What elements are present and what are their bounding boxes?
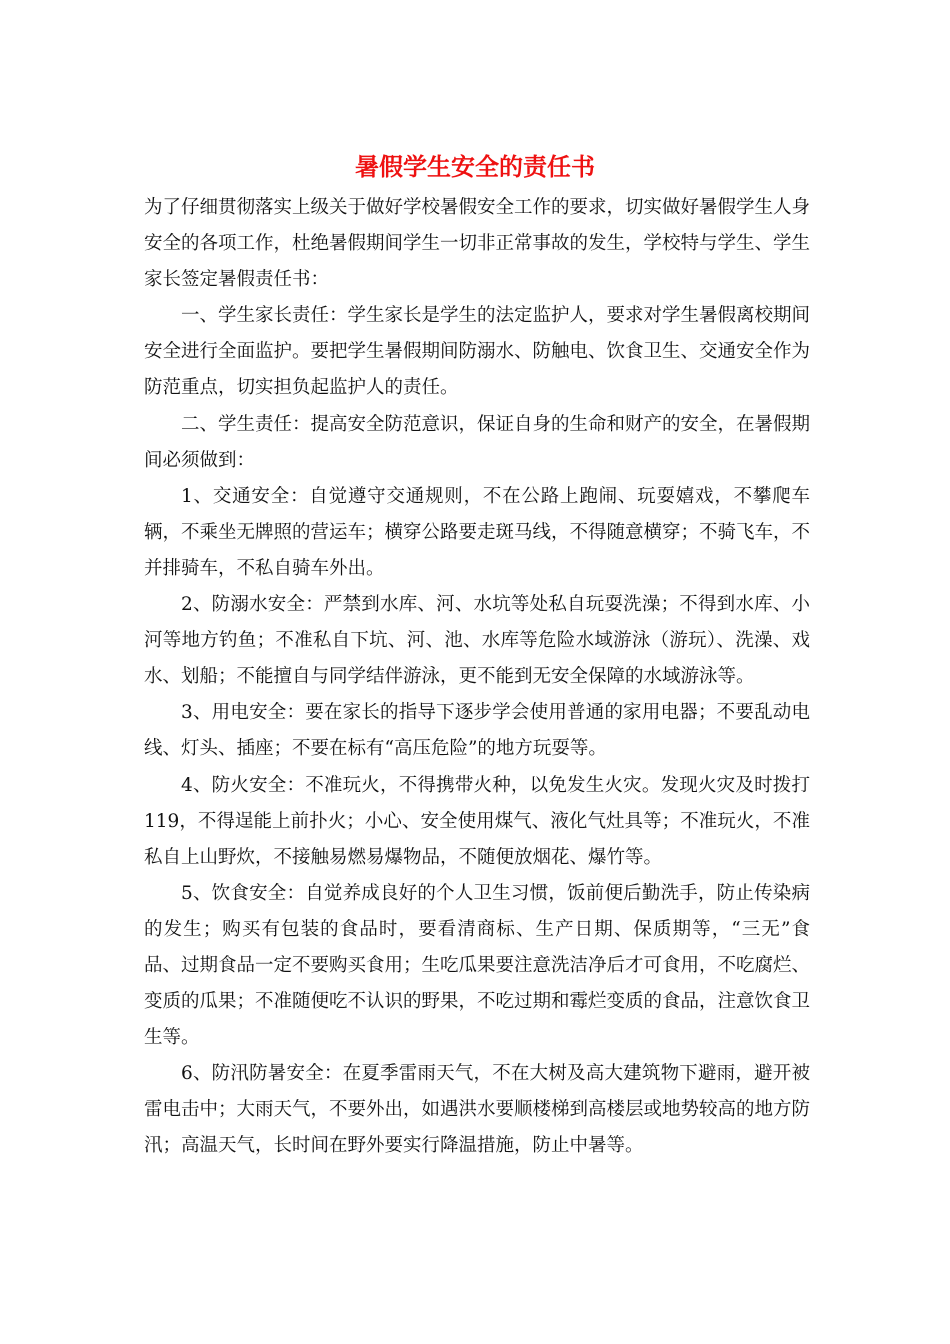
document-body (144, 190, 810, 1165)
drowning-prevention-paragraph: 2、防溺水安全：严禁到水库、河、水坑等处私自玩耍洗澡；不得到水库、小河等地方钓鱼；不准私自下坑、河、池、水库等危险水域游泳（游玩）、洗澡、戏水、划船；不能擅自与同学结伴游泳，更不能到无安全保障的水域游泳等。 (144, 594, 810, 688)
flood-heat-safety-paragraph: 6、防汛防暑安全：在夏季雷雨天气，不在大树及高大建筑物下避雨，避开被雷电击中；大雨天气，不要外出，如遇洪水要顺楼梯到高楼层或地势较高的地方防汛；高温天气，长时间在野外要实行降温措施，防止中暑等。 (144, 1063, 811, 1157)
food-safety-paragraph: 5、饮食安全：自觉养成良好的个人卫生习惯，饭前便后勤洗手，防止传染病的发生；购买有包装的食品时，要看清商标、生产日期、保质期等，“三无”食品、过期食品一定不要购买食用；生吃瓜果要注意洗洁净后才可食用，不吃腐烂、变质的瓜果；不准随便吃不认识的野果，不吃过期和霉烂变质的食品，注意饮食卫生等。 (144, 882, 811, 1049)
student-responsibility-paragraph: 二、学生责任：提高安全防范意识，保证自身的生命和财产的安全，在暑假期间必须做到： (144, 413, 811, 471)
document-title: 暑假学生安全的责任书 (355, 152, 595, 181)
parent-responsibility-paragraph: 一、学生家长责任：学生家长是学生的法定监护人，要求对学生暑假离校期间安全进行全面监护。要把学生暑假期间防溺水、防触电、饮食卫生、交通安全作为防范重点，切实担负起监护人的责任。 (144, 305, 811, 399)
traffic-safety-paragraph: 1、交通安全：自觉遵守交通规则，不在公路上跑闹、玩耍嬉戏，不攀爬车辆，不乘坐无牌照的营运车；横穿公路要走斑马线，不得随意横穿；不骑飞车，不并排骑车，不私自骑车外出。 (144, 485, 811, 579)
fire-safety-paragraph: 4、防火安全：不准玩火，不得携带火种，以免发生火灾。发现火灾及时拨打119，不得逞能上前扑火；小心、安全使用煤气、液化气灶具等；不准玩火，不准私自上山野炊，不接触易燃易爆物品，不随便放烟花、爆竹等。 (144, 774, 810, 868)
intro-paragraph: 为了仔细贯彻落实上级关于做好学校暑假安全工作的要求，切实做好暑假学生人身安全的各项工作，杜绝暑假期间学生一切非正常事故的发生，学校特与学生、学生家长签定暑假责任书： (144, 197, 811, 291)
electricity-safety-paragraph: 3、用电安全：要在家长的指导下逐步学会使用普通的家用电器；不要乱动电线、灯头、插座；不要在标有“高压危险”的地方玩耍等。 (144, 702, 810, 760)
